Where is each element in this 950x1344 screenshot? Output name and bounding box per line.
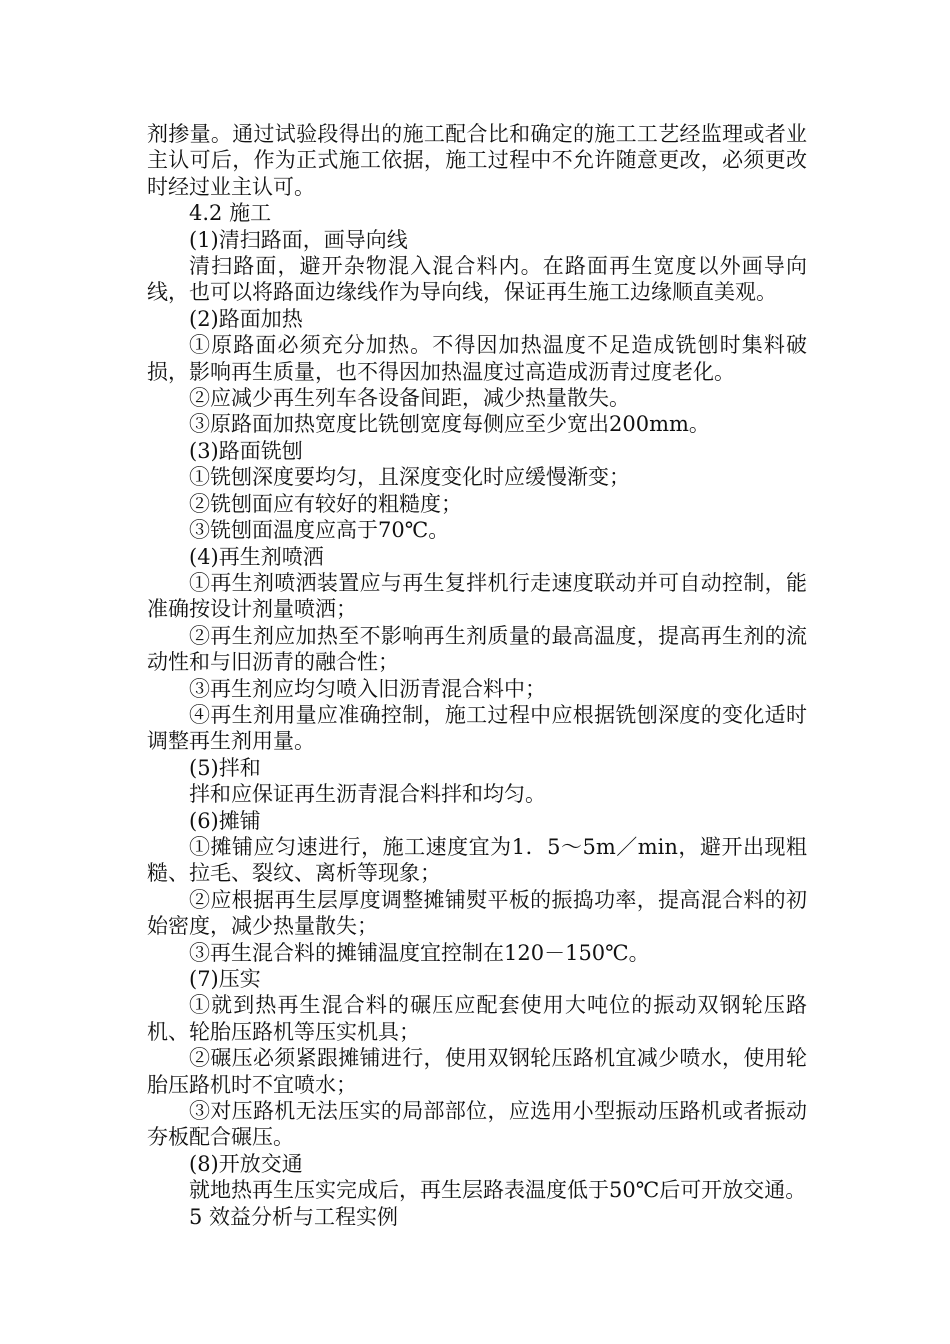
- subsection-heading: (4)再生剂喷洒: [189, 544, 324, 569]
- document-body: [147, 121, 807, 1230]
- paragraph: 就地热再生压实完成后，再生层路表温度低于50℃后可开放交通。: [189, 1178, 807, 1203]
- list-item: ③再生剂应均匀喷入旧沥青混合料中；: [189, 676, 546, 701]
- list-item: ①摊铺应匀速进行，施工速度宜为1．5～5m／min，避开出现粗糙、拉毛、裂纹、离析等现象；: [147, 834, 807, 886]
- list-item: ①原路面必须充分加热。不得因加热温度不足造成铣刨时集料破损，影响再生质量，也不得因加热温度过高造成沥青过度老化。: [147, 333, 807, 384]
- subsection-heading: (5)拌和: [189, 755, 261, 780]
- list-item: ①就到热再生混合料的碾压应配套使用大吨位的振动双钢轮压路机、轮胎压路机等压实机具；: [147, 993, 807, 1044]
- list-item: ③再生混合料的摊铺温度宜控制在120－150℃。: [189, 940, 650, 965]
- subsection-heading: (7)压实: [189, 967, 261, 991]
- list-item: ②碾压必须紧跟摊铺进行，使用双钢轮压路机宜减少喷水，使用轮胎压路机时不宜喷水；: [147, 1046, 807, 1097]
- subsection-heading: (8)开放交通: [189, 1151, 303, 1176]
- paragraph: 清扫路面，避开杂物混入混合料内。在路面再生宽度以外画导向线，也可以将路面边缘线作为导向线，保证再生施工边缘顺直美观。: [147, 254, 807, 305]
- list-item: ②应减少再生列车各设备间距，减少热量散失。: [189, 386, 630, 411]
- subsection-heading: (2)路面加热: [189, 306, 303, 331]
- section-heading: 4.2 施工: [189, 201, 272, 226]
- subsection-heading: (6)摊铺: [189, 808, 261, 833]
- paragraph: 拌和应保证再生沥青混合料拌和均匀。: [189, 782, 546, 807]
- list-item: ②再生剂应加热至不影响再生剂质量的最高温度，提高再生剂的流动性和与旧沥青的融合性；: [147, 623, 807, 675]
- list-item: ②铣刨面应有较好的粗糙度；: [189, 491, 462, 516]
- list-item: ②应根据再生层厚度调整摊铺熨平板的振捣功率，提高混合料的初始密度，减少热量散失；: [147, 887, 807, 939]
- list-item: ③对压路机无法压实的局部部位，应选用小型振动压路机或者振动夯板配合碾压。: [147, 1099, 807, 1150]
- list-item: ③铣刨面温度应高于70℃。: [189, 518, 450, 543]
- paragraph: 剂掺量。通过试验段得出的施工配合比和确定的施工工艺经监理或者业主认可后，作为正式施工依据，施工过程中不允许随意更改，必须更改时经过业主认可。: [147, 122, 807, 199]
- list-item: ①铣刨深度要均匀，且深度变化时应缓慢渐变；: [189, 465, 630, 490]
- list-item: ④再生剂用量应准确控制，施工过程中应根据铣刨深度的变化适时调整再生剂用量。: [147, 702, 807, 754]
- section-heading: 5 效益分析与工程实例: [189, 1204, 399, 1229]
- list-item: ③原路面加热宽度比铣刨宽度每侧应至少宽出200mm。: [189, 412, 710, 437]
- subsection-heading: (3)路面铣刨: [189, 438, 303, 463]
- subsection-heading: (1)清扫路面，画导向线: [189, 227, 408, 252]
- list-item: ①再生剂喷洒装置应与再生复拌机行走速度联动并可自动控制，能准确按设计剂量喷洒；: [147, 570, 807, 622]
